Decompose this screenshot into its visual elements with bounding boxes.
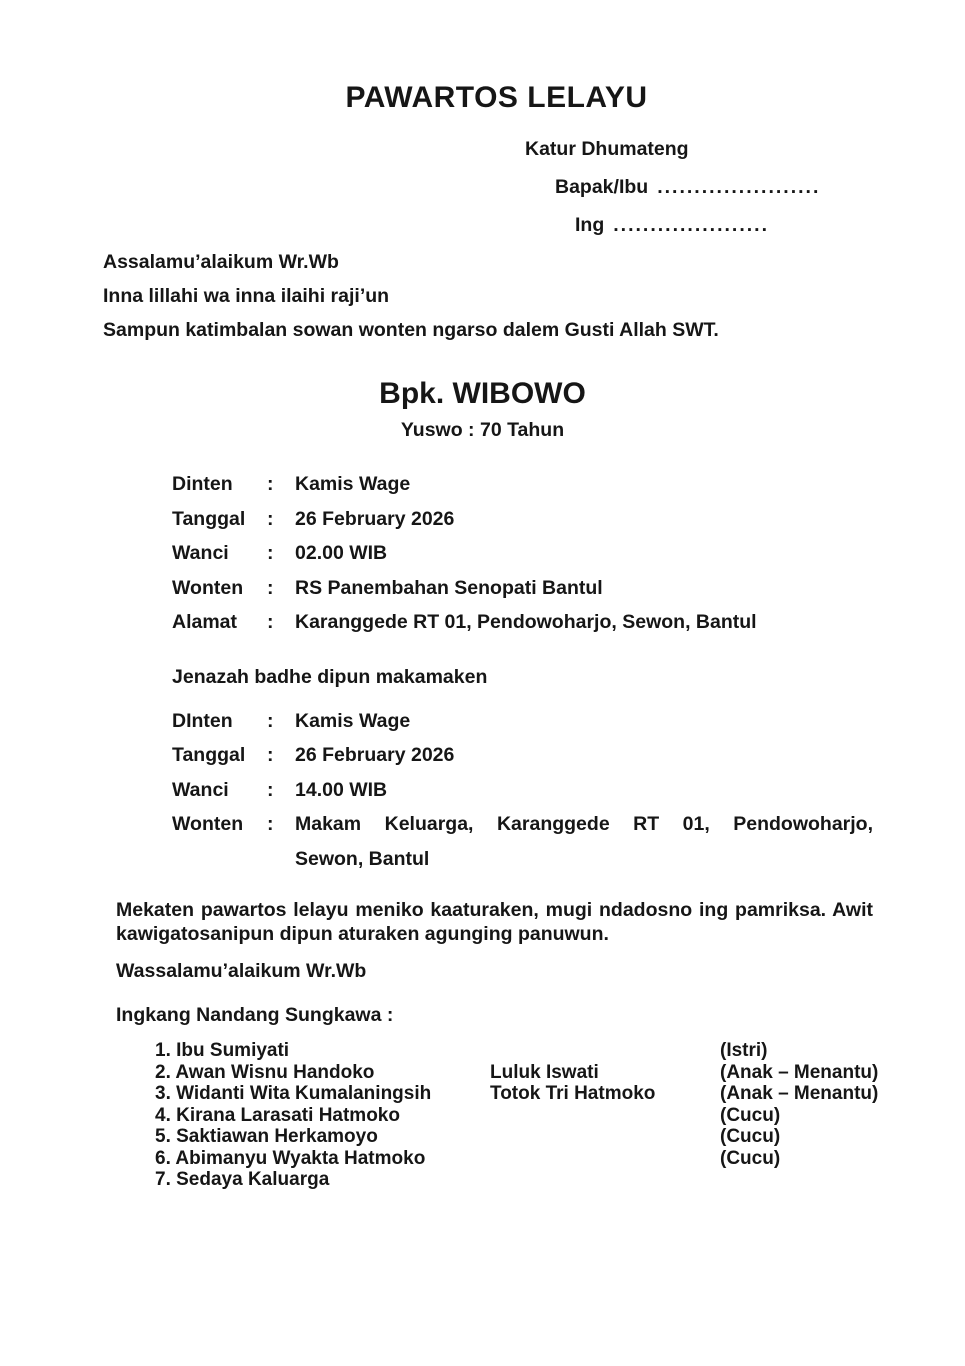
burial-intro: Jenazah badhe dipun makamaken bbox=[172, 665, 488, 688]
detail-value-line-1: Makam Keluarga, Karanggede RT 01, Pendowoharjo, bbox=[295, 813, 873, 835]
detail-value bbox=[295, 807, 873, 876]
deceased-block bbox=[0, 377, 965, 442]
burial-details-table bbox=[172, 704, 965, 877]
mourners-list bbox=[155, 1040, 965, 1191]
doc-title: PAWARTOS LELAYU bbox=[345, 81, 648, 114]
detail-row-dinten bbox=[172, 704, 965, 739]
mourner-spouse bbox=[490, 1040, 720, 1062]
mourner-name: 7. Sedaya Kaluarga bbox=[155, 1169, 330, 1190]
detail-value: 26 February 2026 bbox=[295, 507, 455, 530]
detail-label: Wonten bbox=[172, 576, 244, 599]
detail-colon: : bbox=[267, 611, 274, 633]
detail-value: RS Panembahan Senopati Bantul bbox=[295, 576, 603, 599]
detail-label: Wonten bbox=[172, 813, 244, 835]
detail-value: 14.00 WIB bbox=[295, 778, 388, 801]
mourner-spouse bbox=[490, 1169, 720, 1191]
detail-colon: : bbox=[267, 507, 274, 530]
mourner-name: 6. Abimanyu Wyakta Hatmoko bbox=[155, 1147, 426, 1169]
mourner-row bbox=[155, 1126, 965, 1148]
detail-value-line-2: Sewon, Bantul bbox=[295, 847, 430, 870]
mourner-row bbox=[155, 1083, 965, 1105]
detail-label: Tanggal bbox=[172, 507, 246, 530]
detail-label: DInten bbox=[172, 709, 233, 732]
mourner-name: 5. Saktiawan Herkamoyo bbox=[155, 1126, 378, 1147]
detail-colon: : bbox=[267, 473, 274, 495]
detail-label: Tanggal bbox=[172, 744, 246, 766]
detail-colon: : bbox=[267, 778, 274, 801]
closing-paragraph bbox=[116, 899, 873, 946]
deceased-name: Bpk. WIBOWO bbox=[379, 377, 586, 410]
recipient-salutation: Katur Dhumateng bbox=[525, 138, 689, 160]
detail-row-tanggal bbox=[172, 502, 965, 537]
recipient-to-label: Bapak/Ibu bbox=[555, 176, 649, 198]
detail-label: Dinten bbox=[172, 473, 233, 495]
mourner-row bbox=[155, 1169, 965, 1191]
closing-line-1: Mekaten pawartos lelayu meniko kaaturaken, mugi ndadosno ing pamriksa. Awit bbox=[116, 899, 873, 921]
mourner-spouse bbox=[490, 1148, 720, 1170]
detail-colon: : bbox=[267, 709, 274, 732]
death-details-table bbox=[172, 467, 965, 640]
opening-block bbox=[103, 245, 965, 347]
mourner-row bbox=[155, 1105, 965, 1127]
detail-row-tanggal bbox=[172, 738, 965, 773]
mourner-row bbox=[155, 1040, 965, 1062]
recipient-at-label: Ing bbox=[575, 214, 605, 236]
mourner-spouse bbox=[490, 1126, 720, 1148]
detail-value: 02.00 WIB bbox=[295, 542, 388, 564]
deceased-age: Yuswo : 70 Tahun bbox=[400, 419, 565, 441]
recipient-at-blank: ..................... bbox=[613, 214, 770, 236]
opening-line-announcement: Sampun katimbalan sowan wonten ngarso dalem Gusti Allah SWT. bbox=[103, 319, 719, 341]
mourner-relation: (Anak – Menantu) bbox=[720, 1083, 879, 1104]
closing-salam: Wassalamu’alaikum Wr.Wb bbox=[116, 960, 367, 982]
mourner-row bbox=[155, 1148, 965, 1170]
closing-line-2: kawigatosanipun dipun aturaken agunging panuwun. bbox=[116, 922, 609, 945]
mourner-spouse: Totok Tri Hatmoko bbox=[490, 1083, 656, 1104]
detail-row-wonten bbox=[172, 571, 965, 606]
mourners-heading: Ingkang Nandang Sungkawa : bbox=[116, 1004, 394, 1026]
detail-row-wanci bbox=[172, 536, 965, 571]
detail-label: Wanci bbox=[172, 778, 229, 801]
mourner-spouse: Luluk Iswati bbox=[490, 1061, 599, 1083]
detail-label: Alamat bbox=[172, 611, 238, 633]
detail-colon: : bbox=[267, 542, 274, 564]
detail-label: Wanci bbox=[172, 542, 229, 564]
recipient-at-line bbox=[575, 214, 965, 236]
mourner-relation: (Istri) bbox=[720, 1040, 768, 1061]
detail-row-alamat bbox=[172, 605, 965, 640]
detail-row-wanci bbox=[172, 773, 965, 808]
mourner-relation: (Cucu) bbox=[720, 1147, 781, 1169]
detail-colon: : bbox=[267, 576, 274, 599]
mourner-spouse bbox=[490, 1105, 720, 1127]
detail-row-dinten bbox=[172, 467, 965, 502]
detail-value: Kamis Wage bbox=[295, 473, 411, 495]
recipient-to-line bbox=[555, 176, 965, 198]
detail-value: Kamis Wage bbox=[295, 709, 411, 732]
detail-colon: : bbox=[267, 744, 274, 766]
mourner-row bbox=[155, 1062, 965, 1084]
mourner-name: 3. Widanti Wita Kumalaningsih bbox=[155, 1083, 432, 1104]
opening-line-salam: Assalamu’alaikum Wr.Wb bbox=[103, 251, 339, 273]
mourner-name: 1. Ibu Sumiyati bbox=[155, 1040, 290, 1061]
mourner-relation: (Anak – Menantu) bbox=[720, 1061, 879, 1083]
detail-colon: : bbox=[267, 813, 274, 835]
detail-value: Karanggede RT 01, Pendowoharjo, Sewon, Bantul bbox=[295, 611, 757, 633]
detail-row-wonten bbox=[172, 807, 965, 876]
mourner-name: 2. Awan Wisnu Handoko bbox=[155, 1061, 375, 1083]
opening-line-istirja: Inna lillahi wa inna ilaihi raji’un bbox=[103, 285, 390, 307]
mourner-relation: (Cucu) bbox=[720, 1126, 781, 1147]
mourner-relation bbox=[720, 1169, 965, 1191]
mourner-relation: (Cucu) bbox=[720, 1104, 781, 1126]
recipient-to-blank: ...................... bbox=[657, 176, 821, 198]
mourner-name: 4. Kirana Larasati Hatmoko bbox=[155, 1104, 400, 1126]
detail-value: 26 February 2026 bbox=[295, 744, 455, 766]
